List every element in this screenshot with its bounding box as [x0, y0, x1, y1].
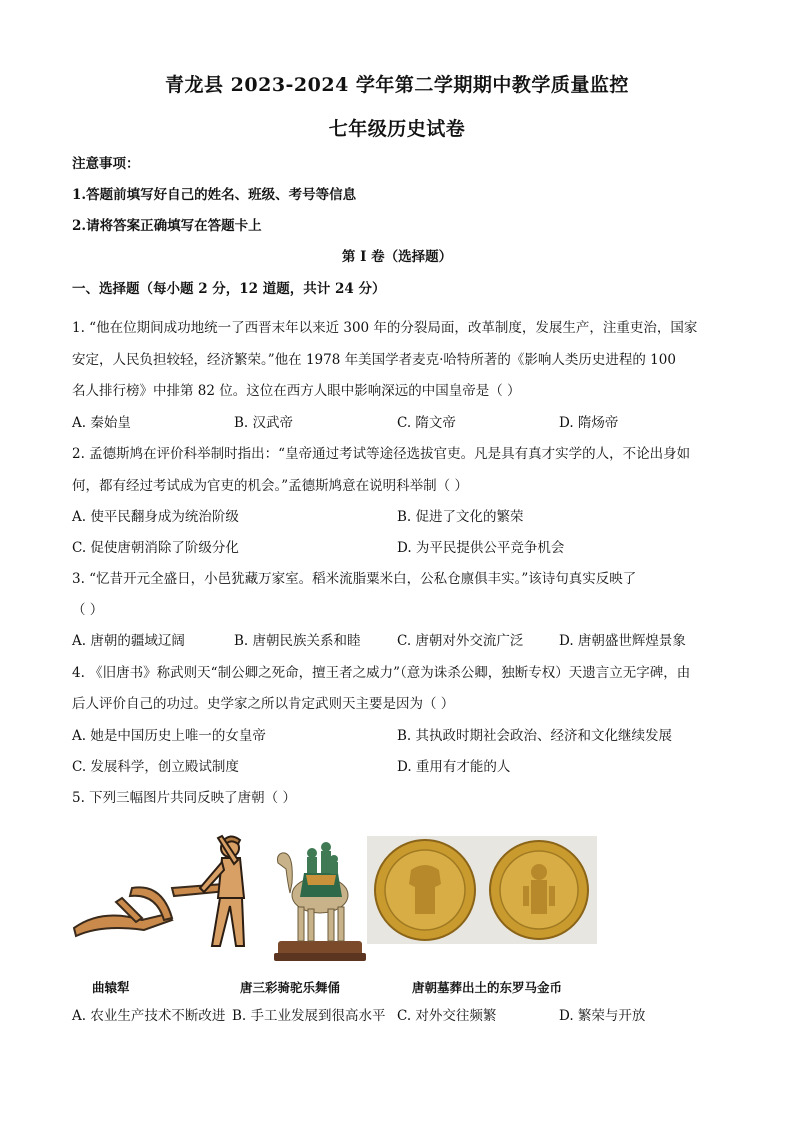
- notice-item-2: 2.请将答案正确填写在答题卡上: [72, 218, 262, 234]
- q4-option-a[interactable]: A. 她是中国历史上唯一的女皇帝: [72, 728, 266, 744]
- byzantine-gold-coins-image: [367, 836, 597, 944]
- figure-caption-coins: 唐朝墓葬出土的东罗马金币: [412, 980, 563, 995]
- q3-option-b[interactable]: B. 唐朝民族关系和睦: [234, 633, 361, 649]
- q2-option-c[interactable]: C. 促使唐朝消除了阶级分化: [72, 540, 239, 556]
- question-5-line-1: 5. 下列三幅图片共同反映了唐朝（ ）: [72, 790, 296, 806]
- question-4-line-1: 4. 《旧唐书》称武则天“制公卿之死命，擅王者之威力”（意为诛杀公卿，独断专权）天遗言立无字碑，由: [72, 665, 691, 681]
- section-heading: 一、选择题（每小题 2 分，12 道题，共计 24 分）: [72, 281, 386, 297]
- question-1-line-3: 名人排行榜》中排第 82 位。这位在西方人眼中影响深远的中国皇帝是（ ）: [72, 383, 521, 399]
- figure-caption-plough: 曲辕犁: [92, 980, 130, 995]
- q4-option-c[interactable]: C. 发展科学，创立殿试制度: [72, 759, 239, 775]
- q1-option-d[interactable]: D. 隋炀帝: [559, 415, 619, 431]
- q5-option-a[interactable]: A. 农业生产技术不断改进: [72, 1008, 226, 1024]
- tang-sancai-camel-image: [272, 823, 367, 963]
- q1-option-b[interactable]: B. 汉武帝: [234, 415, 294, 431]
- q5-option-d[interactable]: D. 繁荣与开放: [559, 1008, 646, 1024]
- question-3-line-1: 3. “忆昔开元全盛日，小邑犹藏万家室。稻米流脂粟米白，公私仓廪俱丰实。”该诗句真实反映了: [72, 571, 637, 587]
- figure-caption-camel: 唐三彩骑驼乐舞俑: [240, 980, 341, 995]
- question-5-figures: [72, 828, 632, 978]
- q3-option-d[interactable]: D. 唐朝盛世辉煌景象: [559, 633, 686, 649]
- exam-subtitle: 七年级历史试卷: [328, 118, 466, 140]
- q2-option-a[interactable]: A. 使平民翻身成为统治阶级: [72, 509, 239, 525]
- q4-option-d[interactable]: D. 重用有才能的人: [397, 759, 511, 775]
- q4-option-b[interactable]: B. 其执政时期社会政治、经济和文化继续发展: [397, 728, 673, 744]
- q5-option-b[interactable]: B. 手工业发展到很高水平: [232, 1008, 386, 1024]
- question-1-line-1: 1. “他在位期间成功地统一了西晋末年以来近 300 年的分裂局面，改革制度，发展生产，注重吏治，国家: [72, 320, 698, 336]
- question-3-line-2: （ ）: [72, 602, 104, 618]
- notice-heading: 注意事项：: [72, 156, 140, 172]
- question-2-line-2: 何，都有经过考试成为官吏的机会。”孟德斯鸠意在说明科举制（ ）: [72, 478, 468, 494]
- notice-item-1: 1.答题前填写好自己的姓名、班级、考号等信息: [72, 187, 357, 203]
- q2-option-d[interactable]: D. 为平民提供公平竞争机会: [397, 540, 565, 556]
- exam-title: 青龙县 2023-2024 学年第二学期期中教学质量监控: [165, 74, 629, 96]
- part-heading: 第 I 卷（选择题）: [341, 249, 453, 265]
- q5-option-c[interactable]: C. 对外交往频繁: [397, 1008, 497, 1024]
- q3-option-c[interactable]: C. 唐朝对外交流广泛: [397, 633, 524, 649]
- curved-plough-image: [72, 828, 262, 958]
- question-4-line-2: 后人评价自己的功过。史学家之所以肯定武则天主要是因为（ ）: [72, 696, 455, 712]
- question-1-line-2: 安定，人民负担较轻，经济繁荣。”他在 1978 年美国学者麦克·哈特所著的《影响人类历史进程的 100: [72, 352, 676, 368]
- question-2-line-1: 2. 孟德斯鸠在评价科举制时指出：“皇帝通过考试等途径选拔官吏。凡是具有真才实学的人，不论出身如: [72, 446, 691, 462]
- q1-option-c[interactable]: C. 隋文帝: [397, 415, 456, 431]
- q2-option-b[interactable]: B. 促进了文化的繁荣: [397, 509, 524, 525]
- q3-option-a[interactable]: A. 唐朝的疆域辽阔: [72, 633, 185, 649]
- q1-option-a[interactable]: A. 秦始皇: [72, 415, 131, 431]
